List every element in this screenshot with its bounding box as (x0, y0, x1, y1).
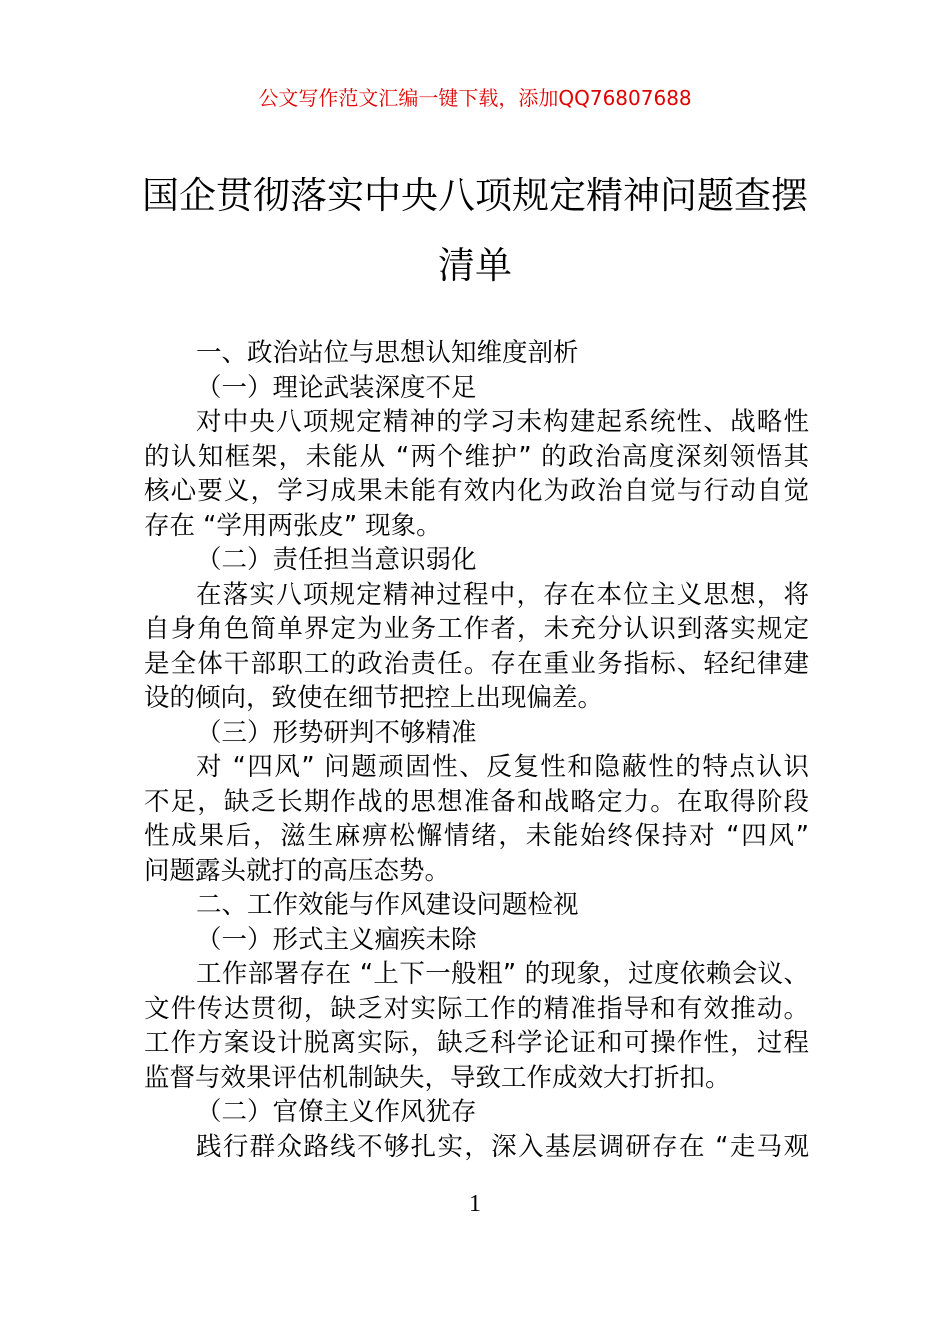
paragraph-line: 监督与效果评估机制缺失，导致工作成效大打折扣。 (144, 1062, 731, 1093)
paragraph-line: 文件传达贯彻，缺乏对实际工作的精准指导和有效推动。 (144, 993, 809, 1024)
document-title-line-1: 国企贯彻落实中央八项规定精神问题查摆 (142, 174, 808, 217)
subsection-heading: （三）形势研判不够精准 (196, 717, 477, 748)
paragraph-line: 践行群众路线不够扎实，深入基层调研存在 “走马观 (196, 1131, 809, 1162)
paragraph-line: 核心要义，学习成果未能有效内化为政治自觉与行动自觉 (144, 476, 809, 506)
subsection-heading: （二）官僚主义作风犹存 (196, 1097, 477, 1127)
subsection-heading: （一）形式主义痼疾未除 (196, 924, 477, 955)
section-heading: 二、工作效能与作风建设问题检视 (196, 890, 579, 920)
section-heading: 一、政治站位与思想认知维度剖析 (196, 338, 579, 368)
paragraph-line: 对中央八项规定精神的学习未构建起系统性、战略性 (196, 407, 809, 437)
subsection-heading: （一）理论武装深度不足 (196, 372, 477, 403)
paragraph-line: 设的倾向，致使在细节把控上出现偏差。 (144, 683, 604, 713)
paragraph-line: 工作方案设计脱离实际，缺乏科学论证和可操作性，过程 (144, 1028, 809, 1058)
document-title-line-2: 清单 (438, 244, 512, 287)
page-number: 1 (469, 1191, 481, 1217)
paragraph-line: 的认知框架，未能从 “两个维护” 的政治高度深刻领悟其 (144, 441, 809, 472)
paragraph-line: 不足，缺乏长期作战的思想准备和战略定力。在取得阶段 (144, 786, 809, 817)
download-banner: 公文写作范文汇编一键下载，添加QQ76807688 (258, 86, 692, 110)
paragraph-line: 存在 “学用两张皮” 现象。 (144, 510, 442, 541)
paragraph-line: 在落实八项规定精神过程中，存在本位主义思想，将 (196, 579, 809, 610)
subsection-heading: （二）责任担当意识弱化 (196, 545, 477, 575)
paragraph-line: 是全体干部职工的政治责任。存在重业务指标、轻纪律建 (144, 648, 809, 679)
paragraph-line: 对 “四风” 问题顽固性、反复性和隐蔽性的特点认识 (196, 752, 809, 782)
paragraph-line: 自身角色简单界定为业务工作者，未充分认识到落实规定 (144, 614, 809, 644)
paragraph-line: 工作部署存在 “上下一般粗” 的现象，过度依赖会议、 (196, 959, 809, 989)
paragraph-line: 性成果后，滋生麻痹松懈情绪，未能始终保持对 “四风” (144, 821, 809, 851)
paragraph-line: 问题露头就打的高压态势。 (144, 855, 451, 886)
document-body (144, 336, 809, 1164)
